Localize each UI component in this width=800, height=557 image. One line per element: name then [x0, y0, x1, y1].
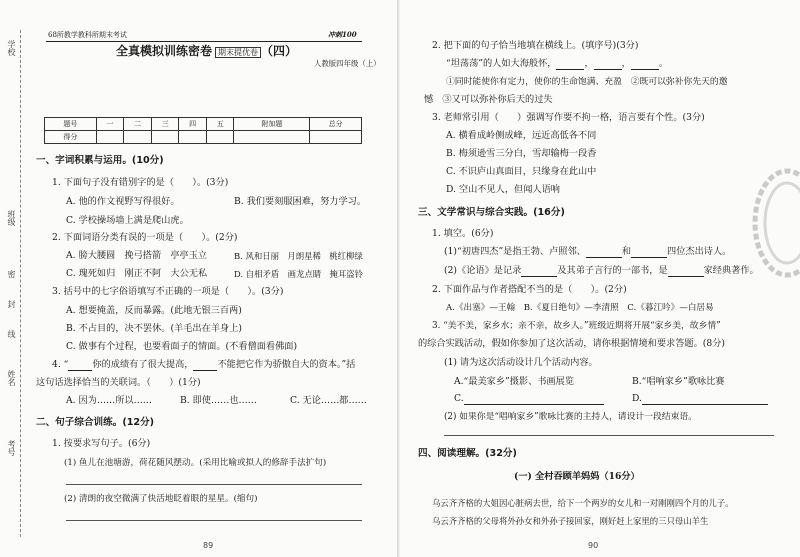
q2-blank-1[interactable] [556, 60, 584, 70]
s3-q1-blank-4[interactable] [668, 267, 704, 277]
s3-q3-option-c [454, 393, 604, 405]
score-input-cell[interactable] [96, 131, 124, 144]
score-cell: 五 [206, 118, 234, 131]
q3-option-c[interactable]: C. 做事有个过程，也要看面子的情面。(不看僧面看佛面) [66, 341, 298, 352]
score-input-cell[interactable] [206, 131, 234, 144]
score-table-score-row [45, 131, 362, 144]
section3-title: 三、文学常识与综合实践。(16分) [418, 207, 565, 218]
score-table-header-row [45, 118, 362, 131]
score-table [44, 117, 362, 144]
page-number-right: 90 [588, 541, 599, 550]
q1-option-a[interactable]: A. 他的作文视野写得很好。 [66, 196, 180, 207]
q3-right-stem: 3. 老师常引用（ ）强调写作要不拘一格，语言要有个性。(3分) [432, 112, 705, 123]
s3-q3-stem: 3. “美不美，家乡水；亲不亲，故乡人。”班级近期将开展“家乡美，故乡情” [432, 321, 721, 331]
s3-q3-option-c-label: C. [454, 393, 464, 404]
score-cell: 一 [96, 118, 124, 131]
q3-right-option-b[interactable]: B. 梅须逊雪三分白，雪却输梅一段香 [446, 148, 597, 159]
exam-title-tag: 期末提优卷 [215, 47, 261, 58]
s3-q1-part1-b: 和 [621, 246, 632, 257]
q4-stem [52, 359, 355, 371]
reading-para-1: 乌云齐齐格的大姐因心脏病去世，给下一个两岁的女儿和一对刚刚四个月的儿子。 [432, 498, 734, 508]
binding-label-number: 考号 [7, 440, 16, 456]
exam-title-main: 全真模拟训练密卷 [116, 44, 213, 58]
score-input-cell[interactable] [179, 131, 207, 144]
score-input-cell[interactable] [310, 131, 362, 144]
q2-options: ①同时能使你有定力，使你的生命饱满、充盈 ②既可以弥补你先天的邀 [446, 77, 728, 87]
s3-q1-part2-b: 及其弟子言行的一部书，是 [557, 265, 668, 276]
score-cell: 得分 [45, 131, 97, 144]
reading-para-2: 乌云齐齐格的父母将外孙女和外孙子接回家，刚好赶上家里的三只母山羊生 [432, 516, 709, 526]
score-cell: 题号 [45, 118, 97, 131]
s3-q1-part2-c: 家经典著作。 [703, 265, 759, 276]
header-series: 68所教学教科所期末考试 [48, 31, 127, 39]
s2-q1-stem: 1. 按要求写句子。(6分) [52, 438, 151, 449]
section1-title: 一、字词积累与运用。(10分) [36, 155, 164, 166]
q4-stem-d: 这句话选择恰当的关联词。（ ）(1分) [36, 377, 201, 388]
s2-q1-part2: (2) 清朗的夜空微满了快活地眨着眼的星星。(缩句) [64, 494, 258, 504]
header-bar [46, 28, 362, 42]
s3-q3-part2: (2) 如果你是“唱响家乡”歌咏比赛的主持人，请设计一段结束语。 [444, 412, 697, 422]
binding-label-seal-feng: 封 [7, 300, 16, 308]
q2-option-d[interactable]: D. 自相矛盾 画龙点睛 掩耳盗铃 [234, 269, 363, 279]
score-cell: 四 [179, 118, 207, 131]
q4-stem-a: 4. “ [52, 359, 69, 370]
q4-blank-2[interactable] [193, 361, 217, 371]
q2-blank-3[interactable] [631, 60, 659, 70]
s3-q1-part1 [444, 246, 731, 258]
s3-q3-option-b: B.“唱响家乡”歌咏比赛 [632, 376, 725, 387]
q2-stem: 2. 下面词语分类有误的一项是（ ）。(2分) [52, 232, 238, 243]
s3-q1-blank-3[interactable] [521, 267, 557, 277]
reading-subtitle: (一) 全村吞顾羊妈妈（16分） [514, 471, 640, 482]
binding-line [20, 30, 21, 537]
q2-blank-2[interactable] [594, 60, 622, 70]
s3-q3-option-d-label: D. [632, 393, 642, 404]
s3-q1-part1-a: (1)“初唐四杰”是指王勃、卢照邻、 [444, 246, 586, 257]
binding-label-school: 学校 [7, 40, 16, 56]
q1-stem: 1. 下面句子没有错别字的是（ ）。(3分) [52, 177, 229, 188]
right-page [400, 0, 800, 557]
binding-strip [0, 0, 22, 557]
q2-stem-right: 2. 把下面的句子恰当地填在横线上。(填序号)(3分) [432, 40, 639, 51]
grade-label: 人教版四年级（上） [314, 59, 381, 68]
q3-right-option-c[interactable]: C. 不识庐山真面目，只缘身在此山中 [446, 166, 597, 177]
s3-q3-blank-c[interactable] [464, 395, 604, 405]
answer-line[interactable] [66, 484, 362, 485]
score-input-cell[interactable] [151, 131, 179, 144]
answer-line[interactable] [444, 435, 774, 436]
score-cell: 附加题 [234, 118, 310, 131]
score-cell: 总分 [310, 118, 362, 131]
s3-q1-blank-1[interactable] [586, 248, 622, 258]
binding-label-class: 班级 [7, 210, 16, 226]
score-cell: 二 [124, 118, 152, 131]
s2-q1-part1: (1) 鱼儿在池塘游，荷花随风摆动。(采用比喻或拟人的修辞手法扩句) [64, 458, 327, 468]
s3-q3-option-d [632, 393, 768, 405]
q1-option-c[interactable]: C. 学校操场墙上满是爬山虎。 [66, 215, 189, 226]
s3-q1-stem: 1. 填空。(6分) [432, 228, 494, 239]
s3-q2-options[interactable]: A.《出塞》—王翰 B.《夏日绝句》—李清照 C.《暮江吟》—白居易 [446, 303, 714, 313]
q2-option-c[interactable]: C. 瑰死如归 刚正不阿 大公无私 [66, 268, 208, 279]
q4-stem-c: 不能把它作为骄傲自大的资本。”括 [217, 359, 356, 370]
section4-title: 四、阅读理解。(32分) [418, 448, 517, 459]
q2-options-cont: 憾 ③又可以弥补你后天的过失 [424, 94, 553, 105]
score-input-cell[interactable] [234, 131, 310, 144]
header-brand: 冲刺100 [328, 30, 357, 39]
q4-stem-b: 你的成绩有了很大提高， [92, 359, 194, 370]
exam-title-suffix: （四） [261, 44, 298, 58]
exam-title [116, 42, 297, 59]
s3-q2-stem: 2. 下面作品与作者搭配不当的是（ ）。(2分) [432, 284, 627, 295]
score-cell: 三 [151, 118, 179, 131]
page-number-left: 89 [203, 541, 214, 550]
q2-option-b[interactable]: B. 风和日丽 月朗星稀 桃红柳绿 [234, 251, 363, 261]
q2-line: “坦荡荡”的人如大海般怀， ， ， 。 [446, 58, 669, 69]
q3-right-option-a[interactable]: A. 横看成岭侧成峰，远近高低各不同 [446, 130, 597, 141]
s3-q3-option-a: A.“最美家乡”摄影、书画展览 [454, 376, 575, 387]
q3-right-option-d[interactable]: D. 空山不见人，但闻人语响 [446, 184, 560, 195]
q2-line-text: “坦荡荡”的人如大海般怀， [446, 58, 557, 69]
q3-option-a[interactable]: A. 想要掩盖，反而暴露。(此地无银三百两) [66, 305, 242, 316]
binding-label-seal-xian: 线 [7, 330, 16, 338]
s3-q1-part1-c: 四位杰出诗人。 [667, 246, 732, 257]
s3-q1-part2 [444, 265, 759, 277]
answer-line[interactable] [66, 520, 362, 521]
watermark-stamp [752, 168, 800, 278]
binding-label-seal-mi: 密 [7, 270, 16, 278]
q2-option-a[interactable]: A. 膀大腰圆 挽弓搭箭 亭亭玉立 [66, 250, 208, 261]
binding-label-name: 姓名 [7, 370, 16, 386]
q4-option-b[interactable]: B. 即使……也…… [180, 395, 257, 406]
score-input-cell[interactable] [124, 131, 152, 144]
q1-option-b[interactable]: B. 我们要刻服困难，努力学习。 [234, 196, 367, 207]
s3-q1-blank-2[interactable] [631, 248, 667, 258]
s3-q3-blank-d[interactable] [642, 395, 768, 405]
s3-q3-part1: (1) 请为这次活动设计几个活动内容。 [444, 357, 598, 368]
q4-option-a[interactable]: A. 因为……所以…… [66, 395, 152, 406]
s3-q3-stem-2: 的综合实践活动，假如你参加了这次活动，请你根据情境和要求答题。(8分) [418, 338, 726, 349]
q3-stem: 3. 括号中的七字俗语填写不正确的一项是（ ）。(3分) [52, 286, 284, 297]
q4-option-c[interactable]: C. 无论……都…… [290, 395, 367, 406]
q4-blank-1[interactable] [68, 361, 92, 371]
q3-option-b[interactable]: B. 不占目的，决不罢休。(羊毛出在羊身上) [66, 323, 242, 334]
s3-q1-part2-a: (2)《论语》是记录 [444, 265, 522, 276]
section2-title: 二、句子综合训练。(12分) [36, 417, 155, 428]
